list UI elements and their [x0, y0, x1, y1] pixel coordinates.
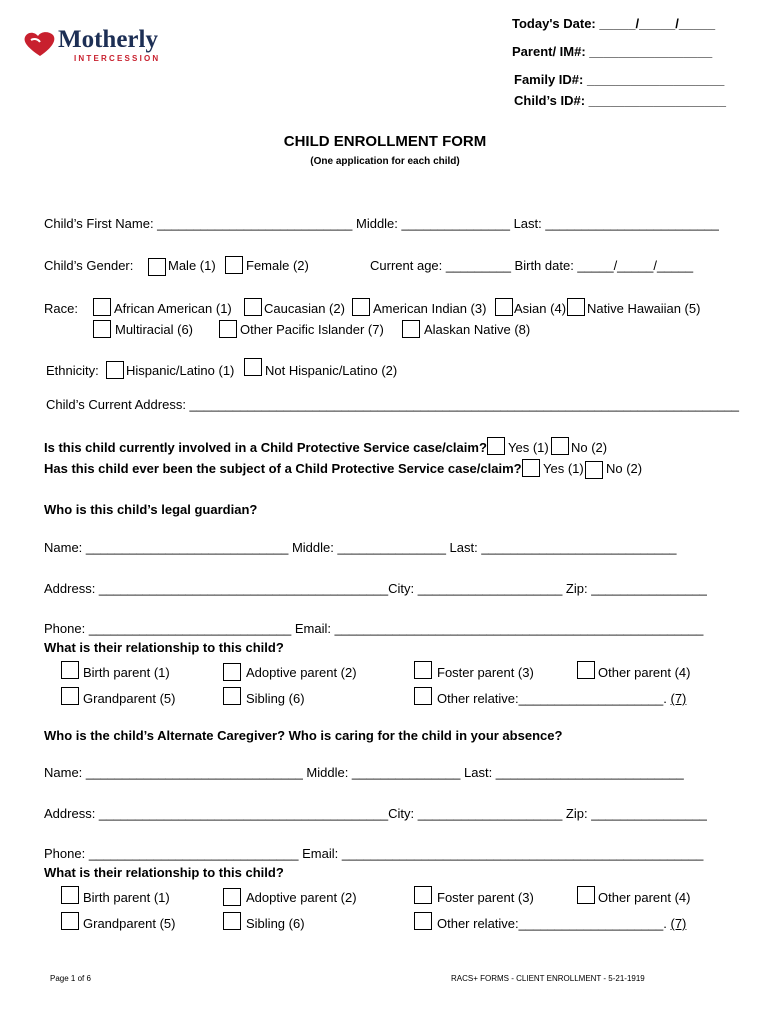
guardian-phone-email-field[interactable]: Phone: ____________________________ Email: ___________________________________________________ [44, 621, 704, 636]
hispanic-checkbox[interactable] [106, 361, 124, 379]
race-option: Other Pacific Islander (7) [240, 322, 384, 337]
guardian-relationship-heading: What is their relationship to this child? [44, 640, 284, 655]
race-asian-checkbox[interactable] [495, 298, 513, 316]
cps-current-no-label: No (2) [571, 440, 608, 455]
page-number: Page 1 of 6 [50, 974, 91, 983]
relationship-option: Grandparent (5) [83, 691, 176, 706]
relationship-option: Grandparent (5) [83, 916, 176, 931]
alternate-other-parent-checkbox[interactable] [577, 886, 595, 904]
alternate-heading: Who is the child’s Alternate Caregiver? Who is caring for the child in your absence? [44, 728, 563, 743]
alternate-relationship-heading: What is their relationship to this child? [44, 865, 284, 880]
race-option: Caucasian (2) [264, 301, 345, 316]
cps-ever-question: Has this child ever been the subject of a Child Protective Service case/claim? [44, 461, 522, 476]
page-title: CHILD ENROLLMENT FORM [283, 133, 487, 150]
cps-current-yes-checkbox[interactable] [487, 437, 505, 455]
relationship-option: Birth parent (1) [83, 890, 170, 905]
ethnicity-option: Not Hispanic/Latino (2) [265, 363, 398, 378]
cps-current-yes-label: Yes (1) [508, 440, 549, 455]
parent-im-field[interactable]: Parent/ IM#: _________________ [512, 44, 713, 59]
guardian-foster-parent-checkbox[interactable] [414, 661, 432, 679]
race-option: Asian (4) [514, 301, 567, 316]
alternate-grandparent-checkbox[interactable] [61, 912, 79, 930]
guardian-address-field[interactable]: Address: ________________________________________City: ____________________ Zip: ________________ [44, 581, 707, 596]
todays-date-field[interactable]: Today's Date: _____/_____/_____ [512, 16, 716, 31]
alternate-address-field[interactable]: Address: ________________________________________City: ____________________ Zip: ________________ [44, 806, 707, 821]
guardian-other-relative-field[interactable] [437, 691, 686, 706]
form-identifier: RACS+ FORMS - CLIENT ENROLLMENT - 5-21-1919 [451, 974, 645, 983]
ethnicity-option: Hispanic/Latino (1) [126, 363, 235, 378]
other-relative-label: Other relative: [437, 691, 519, 706]
logo [22, 28, 172, 64]
relationship-option: Adoptive parent (2) [246, 665, 357, 680]
heart-logo-icon [22, 30, 58, 58]
alternate-sibling-checkbox[interactable] [223, 912, 241, 930]
relationship-option: Foster parent (3) [437, 890, 534, 905]
relationship-option: Birth parent (1) [83, 665, 170, 680]
gender-label: Child’s Gender: [44, 258, 134, 273]
other-relative-code: (7) [670, 916, 687, 931]
alternate-birth-parent-checkbox[interactable] [61, 886, 79, 904]
race-option: Alaskan Native (8) [424, 322, 531, 337]
guardian-other-parent-checkbox[interactable] [577, 661, 595, 679]
alternate-foster-parent-checkbox[interactable] [414, 886, 432, 904]
child-name-field[interactable]: Child’s First Name: ___________________________ Middle: _______________ Last: ________________________ [44, 216, 719, 231]
race-caucasian-checkbox[interactable] [244, 298, 262, 316]
alternate-other-relative-checkbox[interactable] [414, 912, 432, 930]
guardian-birth-parent-checkbox[interactable] [61, 661, 79, 679]
relationship-option: Adoptive parent (2) [246, 890, 357, 905]
cps-ever-no-label: No (2) [606, 461, 643, 476]
race-label: Race: [44, 301, 78, 316]
female-label: Female (2) [246, 258, 309, 273]
alternate-phone-email-field[interactable]: Phone: _____________________________ Email: __________________________________________________ [44, 846, 704, 861]
guardian-sibling-checkbox[interactable] [223, 687, 241, 705]
logo-name: Motherly [58, 26, 158, 53]
alternate-adoptive-parent-checkbox[interactable] [223, 888, 241, 906]
other-relative-label: Other relative: [437, 916, 519, 931]
race-multiracial-checkbox[interactable] [93, 320, 111, 338]
age-birthdate-field[interactable]: Current age: _________ Birth date: _____/_____/_____ [370, 258, 694, 273]
guardian-other-relative-checkbox[interactable] [414, 687, 432, 705]
male-label: Male (1) [168, 258, 216, 273]
relationship-option: Sibling (6) [246, 691, 305, 706]
alternate-other-relative-field[interactable] [437, 916, 686, 931]
race-option: Native Hawaiian (5) [587, 301, 701, 316]
guardian-grandparent-checkbox[interactable] [61, 687, 79, 705]
male-checkbox[interactable] [148, 258, 166, 276]
family-id-field[interactable]: Family ID#: ___________________ [514, 72, 725, 87]
guardian-name-field[interactable]: Name: ____________________________ Middle: _______________ Last: ___________________________ [44, 540, 677, 555]
cps-current-no-checkbox[interactable] [551, 437, 569, 455]
relationship-option: Foster parent (3) [437, 665, 534, 680]
race-alaskan-native-checkbox[interactable] [402, 320, 420, 338]
other-relative-line: ____________________. [518, 691, 667, 706]
cps-current-question: Is this child currently involved in a Child Protective Service case/claim? [44, 440, 487, 455]
relationship-option: Sibling (6) [246, 916, 305, 931]
guardian-heading: Who is this child’s legal guardian? [44, 502, 258, 517]
page-subtitle: (One application for each child) [310, 156, 460, 167]
guardian-adoptive-parent-checkbox[interactable] [223, 663, 241, 681]
alternate-name-field[interactable]: Name: ______________________________ Middle: _______________ Last: __________________________ [44, 765, 684, 780]
child-address-field[interactable]: Child’s Current Address: ____________________________________________________________________________ [46, 397, 740, 412]
race-african-american-checkbox[interactable] [93, 298, 111, 316]
race-option: African American (1) [114, 301, 232, 316]
cps-ever-yes-checkbox[interactable] [522, 459, 540, 477]
female-checkbox[interactable] [225, 256, 243, 274]
other-relative-line: ____________________. [518, 916, 667, 931]
cps-ever-no-checkbox[interactable] [585, 461, 603, 479]
relationship-option: Other parent (4) [598, 890, 691, 905]
not-hispanic-checkbox[interactable] [244, 358, 262, 376]
other-relative-code: (7) [670, 691, 687, 706]
ethnicity-label: Ethnicity: [46, 363, 99, 378]
logo-subtitle: INTERCESSION [74, 54, 161, 63]
race-pacific-islander-checkbox[interactable] [219, 320, 237, 338]
race-option: Multiracial (6) [115, 322, 194, 337]
race-native-hawaiian-checkbox[interactable] [567, 298, 585, 316]
race-option: American Indian (3) [373, 301, 487, 316]
cps-ever-yes-label: Yes (1) [543, 461, 584, 476]
race-american-indian-checkbox[interactable] [352, 298, 370, 316]
child-id-field[interactable]: Child’s ID#: ___________________ [514, 93, 727, 108]
relationship-option: Other parent (4) [598, 665, 691, 680]
